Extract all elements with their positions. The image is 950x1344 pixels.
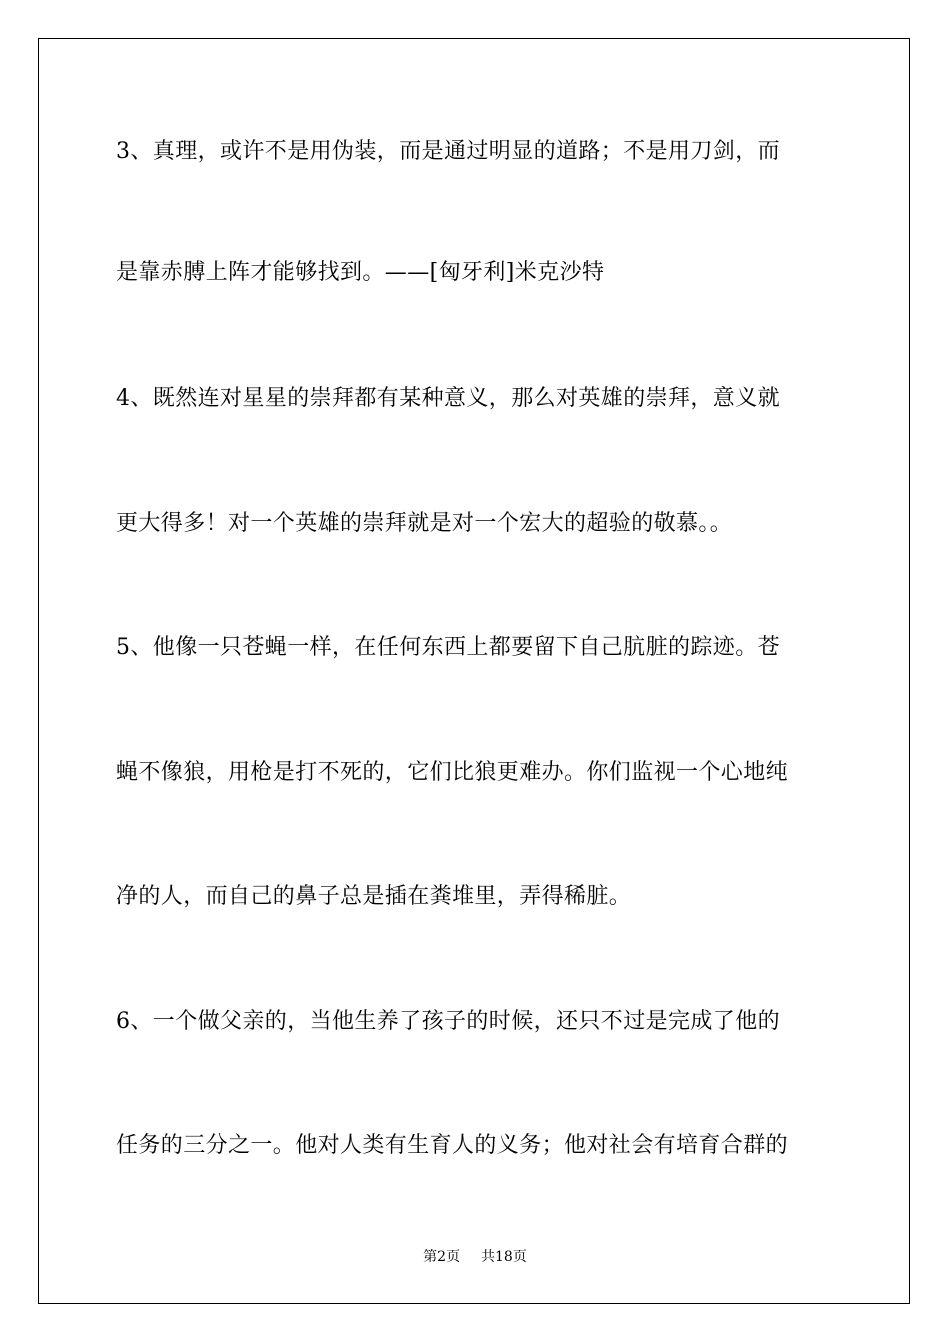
text-line-8: 6、一个做父亲的，当他生养了孩子的时候，还只不过是完成了他的 [116, 1009, 780, 1034]
text-line-4: 更大得多！对一个英雄的崇拜就是对一个宏大的超验的敬慕。。 [116, 511, 733, 536]
text-line-2: 是靠赤膊上阵才能够找到。——[匈牙利]米克沙特 [116, 260, 605, 285]
text-line-5: 5、他像一只苍蝇一样，在任何东西上都要留下自己肮脏的踪迹。苍 [116, 635, 780, 660]
text-line-9: 任务的三分之一。他对人类有生育人的义务；他对社会有培育合群的 [116, 1133, 789, 1158]
text-line-7: 净的人，而自己的鼻子总是插在粪堆里，弄得稀脏。 [116, 884, 632, 909]
text-line-1: 3、真理，或许不是用伪装，而是通过明显的道路；不是用刀剑，而 [116, 139, 780, 164]
text-line-6: 蝇不像狼，用枪是打不死的，它们比狼更难办。你们监视一个心地纯 [116, 760, 789, 785]
total-page-count: 共18页 [481, 1249, 527, 1265]
text-line-3: 4、既然连对星星的崇拜都有某种意义，那么对英雄的崇拜，意义就 [116, 386, 780, 411]
page-border [38, 38, 910, 1304]
current-page-number: 第2页 [423, 1249, 461, 1265]
page-footer [0, 1247, 950, 1267]
